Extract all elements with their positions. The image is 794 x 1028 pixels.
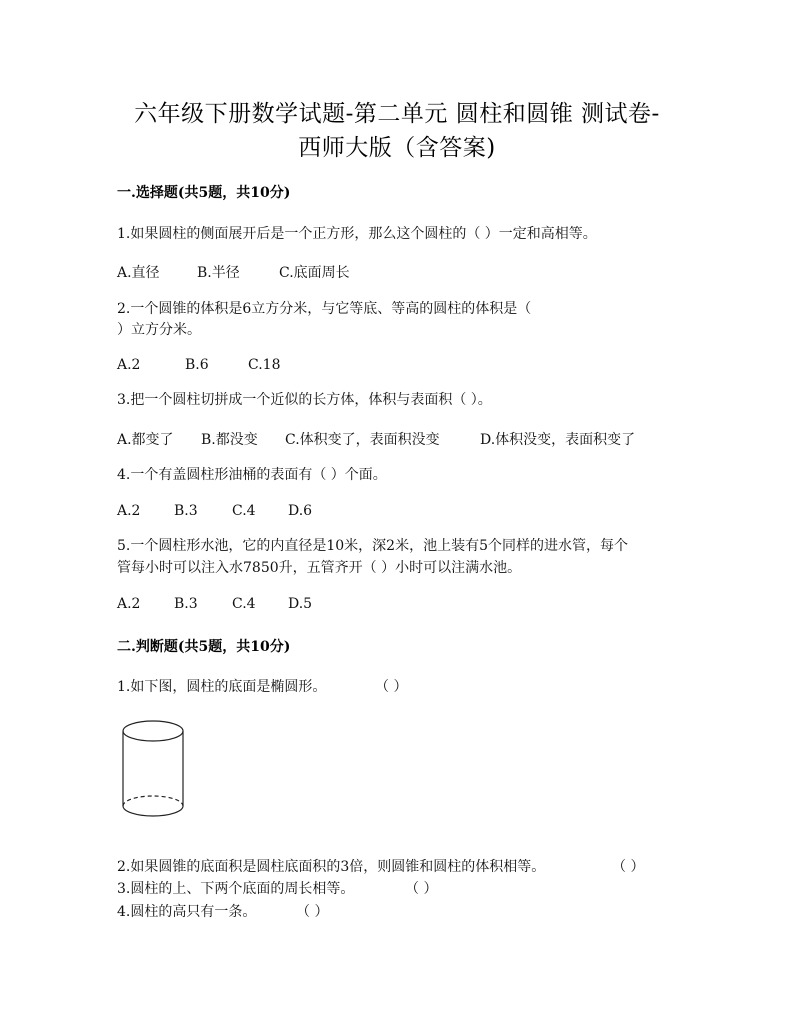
option-d[interactable]: D.5: [288, 596, 313, 612]
option-b[interactable]: B.3: [174, 503, 198, 519]
cylinder-figure: [117, 718, 189, 820]
option-b[interactable]: B.半径: [197, 265, 240, 281]
question-1-text: 1.如果圆柱的侧面展开后是一个正方形，那么这个圆柱的（ ）一定和高相等。: [117, 226, 597, 242]
judgement-1-text: 1.如下图，圆柱的底面是椭圆形。: [117, 679, 327, 695]
option-c[interactable]: C.底面周长: [279, 265, 350, 281]
question-3-text: 3.把一个圆柱切拼成一个近似的长方体，体积与表面积（ ）。: [117, 392, 492, 408]
option-a[interactable]: A.都变了: [117, 432, 174, 448]
page-title-line1: 六年级下册数学试题-第二单元 圆柱和圆锥 测试卷-: [134, 101, 660, 127]
option-d[interactable]: D.体积没变，表面积变了: [480, 432, 636, 448]
cylinder-bottom-hidden-arc: [123, 796, 183, 806]
option-c[interactable]: C.18: [248, 357, 281, 373]
question-2-text-line2: ）立方分米。: [117, 322, 201, 338]
judgement-1-answer-paren[interactable]: （ ）: [375, 679, 408, 695]
option-a[interactable]: A.直径: [117, 265, 160, 281]
question-5-text-line2: 管每小时可以注入水7850升，五管齐开（ ）小时可以注满水池。: [117, 560, 522, 576]
option-b[interactable]: B.6: [185, 357, 209, 373]
option-a[interactable]: A.2: [117, 357, 141, 373]
option-c[interactable]: C.4: [232, 596, 256, 612]
cylinder-top-ellipse: [123, 721, 183, 741]
judgement-4-text: 4.圆柱的高只有一条。: [117, 904, 257, 920]
judgement-3-answer-paren[interactable]: （ ）: [405, 881, 438, 897]
option-b[interactable]: B.都没变: [201, 432, 258, 448]
judgement-2-text: 2.如果圆锥的底面积是圆柱底面积的3倍，则圆锥和圆柱的体积相等。: [117, 859, 546, 875]
judgement-4-answer-paren[interactable]: （ ）: [296, 904, 329, 920]
judgement-3-text: 3.圆柱的上、下两个底面的周长相等。: [117, 881, 355, 897]
judgement-2-answer-paren[interactable]: （ ）: [612, 859, 645, 875]
option-a[interactable]: A.2: [117, 596, 141, 612]
cylinder-bottom-front-arc: [123, 806, 183, 816]
section-heading-choice: 一.选择题(共5题，共10分): [117, 185, 291, 201]
question-2-text-line1: 2.一个圆锥的体积是6立方分米，与它等底、等高的圆柱的体积是（: [117, 301, 532, 317]
section-heading-judgement: 二.判断题(共5题，共10分): [117, 639, 291, 655]
option-c[interactable]: C.4: [232, 503, 256, 519]
question-4-text: 4.一个有盖圆柱形油桶的表面有（ ）个面。: [117, 467, 387, 483]
page-title-line2: 西师大版（含答案): [298, 135, 496, 161]
question-5-text-line1: 5.一个圆柱形水池，它的内直径是10米，深2米，池上装有5个同样的进水管，每个: [117, 538, 628, 554]
option-b[interactable]: B.3: [174, 596, 198, 612]
option-c[interactable]: C.体积变了，表面积没变: [285, 432, 440, 448]
option-d[interactable]: D.6: [288, 503, 313, 519]
option-a[interactable]: A.2: [117, 503, 141, 519]
